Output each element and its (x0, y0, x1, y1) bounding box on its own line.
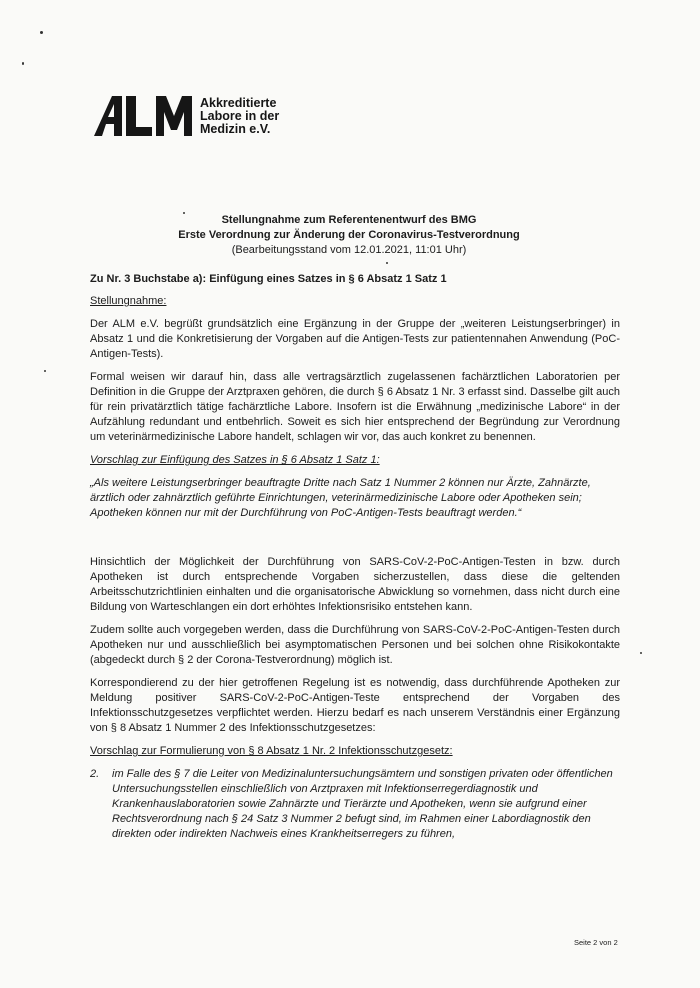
section-heading: Zu Nr. 3 Buchstabe a): Einfügung eines Satzes in § 6 Absatz 1 Satz 1 (90, 273, 447, 285)
document-title (90, 213, 608, 258)
scan-speck (44, 370, 46, 372)
logo-subtitle (200, 97, 279, 136)
title-line-3: (Bearbeitungsstand vom 12.01.2021, 11:01 Uhr) (231, 244, 467, 256)
proposal-1-label: Vorschlag zur Einfügung des Satzes in § 6 Absatz 1 Satz 1: (90, 454, 380, 466)
scan-speck (22, 62, 24, 65)
scan-speck (40, 31, 43, 34)
paragraph-4: Zudem sollte auch vorgegeben werden, dass die Durchführung von SARS-CoV-2-PoC-Antigen-Testen durch Apotheken nur und ausschließlich bei asymptomatischen Personen und bei solchen ohne Risikokontakte (abgedeckt durch § 2 der Corona-Testverordnung) möglich ist. (90, 624, 620, 666)
proposal-2-label: Vorschlag zur Formulierung von § 8 Absatz 1 Nr. 2 Infektionsschutzgesetz: (90, 745, 453, 757)
scan-speck (640, 652, 642, 654)
logo-line-2: Labore in der (200, 108, 280, 123)
document-body (90, 272, 620, 842)
title-line-1: Stellungnahme zum Referentenentwurf des BMG (221, 214, 477, 226)
title-line-2: Erste Verordnung zur Änderung der Coronavirus-Testverordnung (178, 229, 520, 241)
logo-line-1: Akkreditierte (200, 95, 277, 110)
paragraph-5: Korrespondierend zu der hier getroffenen Regelung ist es notwendig, dass durchführende Apotheken zur Meldung positiver SARS-CoV-2-PoC-Antigen-Teste entsprechend der Vorgaben des Infektionsschutzgesetzes verpflichtet werden. Hierzu bedarf es nach unserem Verständnis einer Ergänzung von § 8 Absatz 1 Nummer 2 des Infektionsschutzgesetzes: (90, 677, 620, 734)
scan-speck (386, 262, 388, 264)
paragraph-1: Der ALM e.V. begrüßt grundsätzlich eine Ergänzung in der Gruppe der „weiteren Leistungserbringer) in Absatz 1 und die Konkretisierung der Vorgaben auf die Antigen-Tests zur patientennahen Anwendung (PoC-Antigen-Tests). (90, 318, 620, 360)
list-item-text: im Falle des § 7 die Leiter von Medizinaluntersuchungsämtern und sonstigen privaten oder öffentlichen Untersuchungsstellen einschließlich von Arztpraxen mit Infektionserregerdiagnostik und Krankenhauslaboratorien sowie Zahnärzte und Tierärzte und Apotheken, wenn sie aufgrund einer Rechtsverordnung nach § 24 Satz 3 Nummer 2 befugt sind, im Rahmen einer Labordiagnostik den direkten oder indirekten Nachweis eines Krankheitserregers zu führen, (112, 768, 613, 840)
paragraph-3: Hinsichtlich der Möglichkeit der Durchführung von SARS-CoV-2-PoC-Antigen-Testen in bzw. durch Apotheken ist durch entsprechende Vorgaben sicherzustellen, dass diese die geltenden Arbeitsschutzrichtlinien einhalten und die organisatorische Abwicklung so vornehmen, dass nicht durch eine Bildung von Warteschlangen ein dort erhöhtes Infektionsrisiko entstehen kann. (90, 556, 620, 613)
paragraph-2: Formal weisen wir darauf hin, dass alle vertragsärztlich zugelassenen fachärztlichen Laboratorien per Definition in die Gruppe der Arztpraxen gehören, die durch § 6 Absatz 1 Nr. 3 erfasst sind. Dasselbe gilt auch für rein privatärztlich tätige fachärztliche Labore. Insofern ist die Erwähnung „medizinische Labore“ in der Aufzählung redundant und entbehrlich. Soweit es sich hier entsprechend der Begründung zur Verordnung um veterinärmedizinische Labore handelt, schlagen wir vor, das auch konkret zu benennen. (90, 371, 620, 443)
alm-logo (94, 96, 279, 136)
page-number: Seite 2 von 2 (574, 938, 618, 947)
logo-mark-text: ALM (94, 96, 97, 97)
list-item-number: 2. (90, 768, 100, 780)
proposal-1-text: „Als weitere Leistungserbringer beauftragte Dritte nach Satz 1 Nummer 2 können nur Ärzte, Zahnärzte, ärztlich oder zahnärztlich geführte Einrichtungen, veterinärmedizinische Labore oder Apotheken sein; Apotheken können nur mit der Durchführung von PoC-Antigen-Tests beauftragt werden.“ (90, 477, 591, 519)
alm-logo-mark (94, 96, 194, 136)
statement-label: Stellungnahme: (90, 295, 167, 307)
logo-line-3: Medizin e.V. (200, 121, 271, 136)
list-item (90, 767, 620, 842)
